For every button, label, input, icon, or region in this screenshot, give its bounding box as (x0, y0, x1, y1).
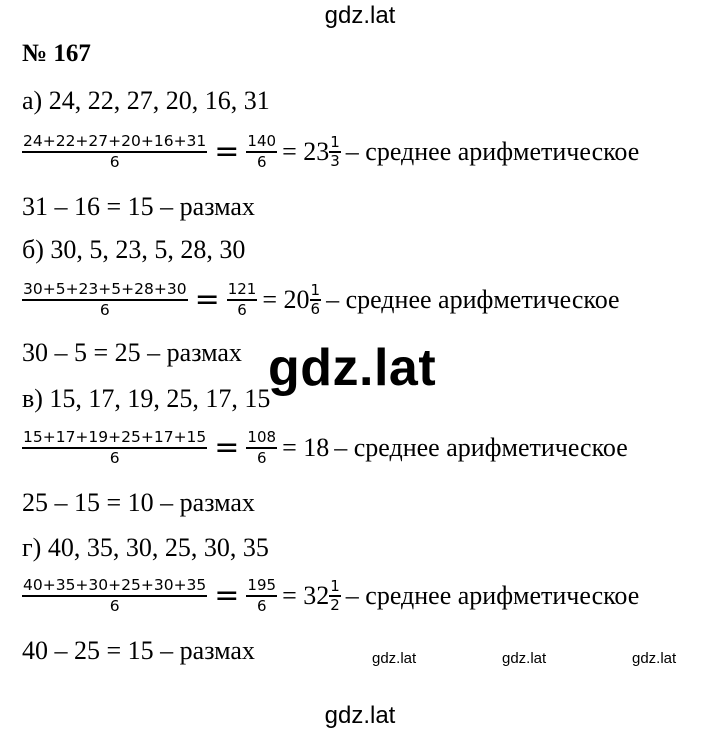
sum-fraction (22, 280, 188, 320)
sum-divisor: 6 (109, 153, 120, 171)
equals-sign: = (214, 430, 240, 465)
part-c-header: в) 15, 17, 19, 25, 17, 15 (22, 384, 271, 413)
part-b-header: б) 30, 5, 23, 5, 28, 30 (22, 235, 246, 264)
watermark-small-1: gdz.lat (372, 650, 417, 667)
part-a-range: 31 – 16 = 15 – размах (22, 192, 255, 221)
mean-whole: = 32 (282, 581, 330, 610)
watermark-top: gdz.lat (324, 2, 396, 29)
part-d-header: г) 40, 35, 30, 25, 30, 35 (22, 533, 269, 562)
sum-expression: 40+35+30+25+30+35 (23, 576, 207, 594)
watermark-bottom: gdz.lat (324, 702, 396, 729)
total-numerator: 108 (247, 428, 277, 446)
equals-sign: = (214, 134, 240, 169)
total-fraction (246, 576, 277, 616)
sum-expression: 30+5+23+5+28+30 (23, 280, 187, 298)
total-denominator: 6 (256, 449, 267, 467)
mean-frac-den: 6 (310, 299, 321, 318)
equals-sign: = (194, 282, 220, 317)
total-numerator: 121 (227, 280, 257, 298)
sum-expression: 24+22+27+20+16+31 (23, 132, 207, 150)
mean-result (282, 433, 329, 463)
sum-expression: 15+17+19+25+17+15 (23, 428, 207, 446)
sum-divisor: 6 (109, 597, 120, 615)
mean-label: – среднее арифметическое (326, 285, 620, 314)
sum-divisor: 6 (109, 449, 120, 467)
mean-frac-num: 1 (330, 577, 340, 596)
mean-frac-den: 3 (330, 151, 340, 170)
sum-fraction (22, 428, 207, 468)
total-fraction (246, 428, 277, 468)
mean-frac-num: 1 (330, 133, 340, 152)
sum-fraction (22, 132, 207, 172)
part-b-mean-equation (22, 280, 620, 320)
mean-label: – среднее арифметическое (345, 581, 640, 610)
total-fraction (246, 132, 277, 172)
total-numerator: 140 (247, 132, 277, 150)
part-a-mean-equation (22, 132, 639, 172)
mean-result (282, 578, 341, 614)
mean-result (262, 282, 321, 318)
mean-result (282, 134, 341, 170)
exercise-number: № 167 (22, 40, 91, 67)
part-d-mean-equation (22, 576, 639, 616)
watermark-small-2: gdz.lat (502, 650, 547, 667)
sum-fraction (22, 576, 207, 616)
mean-fraction (329, 578, 341, 614)
mean-label: – среднее арифметическое (345, 137, 640, 166)
part-c-mean-equation (22, 428, 628, 468)
mean-fraction (329, 134, 341, 170)
total-numerator: 195 (247, 576, 277, 594)
total-denominator: 6 (237, 301, 247, 319)
total-denominator: 6 (256, 153, 267, 171)
total-fraction (227, 280, 258, 320)
mean-fraction (310, 282, 322, 318)
mean-label: – среднее арифметическое (334, 433, 628, 462)
total-denominator: 6 (256, 597, 267, 615)
part-d-range: 40 – 25 = 15 – размах (22, 636, 255, 665)
part-a-header: а) 24, 22, 27, 20, 16, 31 (22, 86, 270, 115)
mean-frac-den: 2 (330, 595, 340, 614)
watermark-small-3: gdz.lat (632, 650, 677, 667)
mean-whole: = 20 (262, 285, 310, 314)
sum-divisor: 6 (99, 301, 110, 319)
equals-sign: = (214, 578, 240, 613)
part-c-range: 25 – 15 = 10 – размах (22, 488, 255, 517)
mean-frac-num: 1 (310, 281, 321, 300)
mean-whole: = 23 (282, 137, 330, 166)
part-b-range: 30 – 5 = 25 – размах (22, 338, 242, 367)
mean-whole: = 18 (282, 433, 330, 462)
watermark-center: gdz.lat (268, 339, 437, 397)
